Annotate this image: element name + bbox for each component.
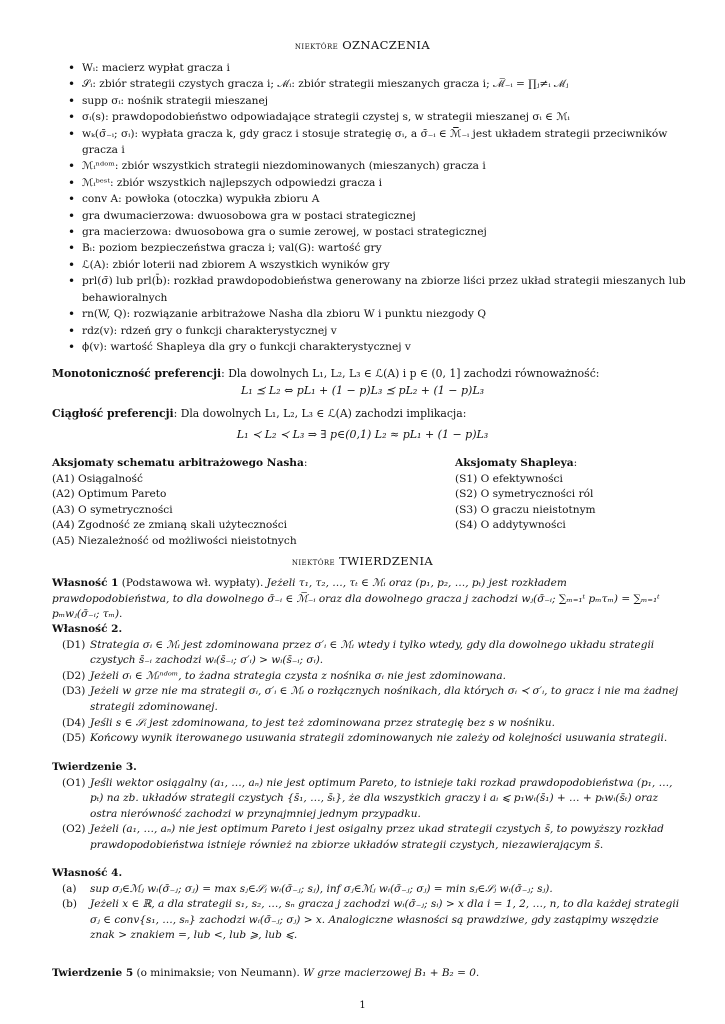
notation-item: • gra dwumacierzowa: dwuosobowa gra w postaci strategicznej — [70, 208, 690, 224]
notation-list — [70, 60, 690, 355]
monotonicity-paragraph — [52, 366, 682, 381]
notation-item: • σᵢ(s): prawdopodobieństwo odpowiadające strategii czystej s, w strategii mieszanej σᵢ ∈ ℳᵢ — [70, 109, 690, 125]
theorems-heading — [0, 554, 725, 568]
continuity-title: Ciągłość preferencji — [52, 407, 174, 420]
notation-item: • supp σᵢ: nośnik strategii mieszanej — [70, 93, 690, 109]
theorem-3-item — [52, 822, 684, 853]
notation-item: • ϕ(v): wartość Shapleya dla gry o funkcji charakterystycznej v — [70, 339, 690, 355]
theorem-3 — [52, 760, 684, 854]
item-text: Końcowy wynik iterowanego usuwania strategii zdominowanych nie zależy od kolejności usuwania strategii. — [90, 732, 668, 745]
notation-item: • Bᵢ: poziom bezpieczeństwa gracza i; val(G): wartość gry — [70, 240, 690, 256]
property-2 — [52, 622, 684, 747]
nash-axioms — [52, 456, 442, 550]
shapley-axiom: (S4) O addytywności — [455, 519, 566, 532]
notation-item: • 𝒮ᵢ: zbiór strategii czystych gracza i; ℳᵢ: zbiór strategii mieszanych gracza i; ℳ̅₋ᵢ = ∏ⱼ≠ᵢ ℳⱼ — [70, 76, 690, 92]
shapley-axioms — [455, 456, 685, 534]
notation-item: • Wᵢ: macierz wypłat gracza i — [70, 60, 690, 76]
item-text: Jeżeli (a₁, …, aₙ) nie jest optimum Pareto i jest osigalny przez ukad strategii czystych s̄, to powyższy rozkład prawdopodobieństwa istnieje również na zbiorze układów strategii czystych, niezawierającym s̄. — [90, 823, 664, 851]
item-label: (D5) — [62, 732, 86, 745]
notation-item: • ℳᵢⁿᵈᵒᵐ: zbiór wszystkich strategii niezdominowanych (mieszanych) gracza i — [70, 158, 690, 174]
property-4 — [52, 866, 684, 944]
theorems-heading-prefix: niektóre — [291, 556, 336, 568]
nash-axiom: (A3) O symetryczności — [52, 503, 173, 516]
shapley-axiom: (S2) O symetryczności ról — [455, 488, 594, 501]
theorem-3-item — [52, 776, 684, 823]
item-text: Jeżeli x ∈ ℝ, a dla strategii s₁, s₂, …, sₙ gracza j zachodzi wᵢ(σ̄₋ⱼ; sᵢ) > x dla i = 1, 2, …, n, to dla każdej strategii σⱼ ∈ conv{s₁, …, sₙ} zachodzi wᵢ(σ̄₋ⱼ; σⱼ) > x. Analogiczne własności są prawdziwe, gdy zastąpimy wszędzie znak > znakiem =, lub <, lub ⩾, lub ⩽. — [90, 898, 680, 942]
monotonicity-title: Monotoniczność preferencji — [52, 367, 222, 380]
notation-heading-prefix: niektóre — [294, 40, 339, 52]
notation-item: • prl(σ̄) lub prl(b̄): rozkład prawdopodobieństwa generowany na zbiorze liści przez układ strategii mieszanych lub behawioralnych — [70, 273, 690, 306]
nash-axioms-colon: : — [303, 457, 308, 469]
nash-axiom: (A2) Optimum Pareto — [52, 488, 167, 501]
item-text: Jeżeli w grze nie ma strategii σᵢ, σ′ᵢ ∈ ℳᵢ o rozłącznych nośnikach, dla których σᵢ ≺ σ′ᵢ, to gracz i nie ma żadnej strategii zdominowanej. — [90, 685, 679, 713]
item-label: (a) — [62, 882, 77, 895]
property-2-item — [52, 638, 684, 669]
property-1-text: Jeżeli τ₁, τ₂, …, τₜ ∈ ℳᵢ oraz (p₁, p₂, …, pₜ) jest rozkładem prawdopodobieństwa, to dla dowolnego σ̄₋ᵢ ∈ ℳ̅₋ᵢ oraz dla dowolnego gracza j zachodzi wⱼ(σ̄₋ᵢ; ∑ₘ₌₁ᵗ pₘτₘ) = ∑ₘ₌₁ᵗ pₘwⱼ(σ̄₋ᵢ; τₘ). — [52, 577, 660, 621]
shapley-axiom: (S1) O efektywności — [455, 472, 563, 485]
nash-axiom: (A5) Niezależność od możliwości nieistotnych — [52, 534, 297, 547]
notation-item: • ℒ(A): zbiór loterii nad zbiorem A wszystkich wyników gry — [70, 257, 690, 273]
shapley-axiom: (S3) O graczu nieistotnym — [455, 503, 596, 516]
property-4-item — [52, 882, 684, 898]
item-text: Jeśli s ∈ 𝒮ᵢ jest zdominowana, to jest też zdominowana przez strategię bez s w nośniku. — [90, 716, 556, 729]
item-text: Strategia σᵢ ∈ ℳᵢ jest zdominowana przez σ′ᵢ ∈ ℳᵢ wtedy i tylko wtedy, gdy dla dowolnego układu strategii czystych s̄₋ᵢ zachodzi wᵢ(s̄₋ᵢ; σ′ᵢ) > wᵢ(s̄₋ᵢ; σᵢ). — [90, 638, 655, 667]
shapley-axioms-title: Aksjomaty Shapleya — [455, 457, 574, 469]
item-label: (O1) — [62, 776, 86, 789]
notation-item: • rn(W, Q): rozwiązanie arbitrażowe Nasha dla zbioru W i punktu niezgody Q — [70, 306, 690, 322]
theorems-heading-text: TWIERDZENIA — [339, 554, 434, 568]
item-label: (D1) — [62, 638, 86, 651]
property-4-item — [52, 897, 684, 944]
page-number: 1 — [359, 1000, 366, 1011]
notation-item: • wₖ(σ̄₋ᵢ; σᵢ): wypłata gracza k, gdy gracz i stosuje strategię σᵢ, a σ̄₋ᵢ ∈ ℳ̅₋ᵢ jest układem strategii przeciwników gracza i — [70, 126, 690, 159]
item-label: (D4) — [62, 716, 86, 729]
property-2-item — [52, 716, 684, 732]
theorem-5-text: W grze macierzowej B₁ + B₂ = 0. — [303, 967, 480, 979]
item-text: sup σⱼ∈ℳⱼ wᵢ(σ̄₋ⱼ; σⱼ) = max sⱼ∈𝒮ⱼ wᵢ(σ̄₋ⱼ; sⱼ), inf σⱼ∈ℳⱼ wᵢ(σ̄₋ⱼ; σⱼ) = min sⱼ∈𝒮ⱼ wᵢ(σ̄₋ⱼ; sⱼ). — [90, 882, 553, 895]
item-label: (D2) — [62, 669, 86, 682]
shapley-axioms-colon: : — [573, 457, 578, 469]
item-label: (D3) — [62, 685, 86, 698]
property-1 — [52, 576, 684, 623]
item-label: (b) — [62, 898, 77, 911]
theorem-3-title: Twierdzenie 3. — [52, 761, 137, 773]
theorem-5-note: (o minimaksie; von Neumann). — [133, 967, 304, 979]
notation-item: • ℳᵢᵇᵉˢᵗ: zbiór wszystkich najlepszych odpowiedzi gracza i — [70, 175, 690, 191]
nash-axiom: (A1) Osiągalność — [52, 472, 143, 485]
item-text: Jeśli wektor osiągalny (a₁, …, aₙ) nie jest optimum Pareto, to istnieje taki rozkad prawdopodobieństwa (p₁, …, pₜ) na zb. układów strategii czystych {s̄₁, …, s̄ₜ}, że dla wszystkich graczy i aᵢ ⩽ p₁wᵢ(s̄₁) + … + pₜwᵢ(s̄ₜ) oraz ostra nierówność zachodzi w przynajmniej jednym przypadku. — [90, 776, 673, 820]
notation-heading — [0, 38, 725, 52]
property-1-note: (Podstawowa wł. wypłaty). — [118, 577, 267, 589]
continuity-text: : Dla dowolnych L₁, L₂, L₃ ∈ ℒ(A) zachodzi implikacja: — [173, 407, 467, 420]
property-2-item — [52, 669, 684, 685]
continuity-paragraph — [52, 406, 682, 421]
item-label: (O2) — [62, 823, 86, 836]
notation-item: • conv A: powłoka (otoczka) wypukła zbioru A — [70, 191, 690, 207]
property-4-title: Własność 4. — [52, 867, 123, 879]
monotonicity-text: : Dla dowolnych L₁, L₂, L₃ ∈ ℒ(A) i p ∈ (0, 1] zachodzi równoważność: — [221, 367, 600, 380]
nash-axiom: (A4) Zgodność ze zmianą skali użyteczności — [52, 519, 288, 532]
theorem-5 — [52, 966, 684, 982]
monotonicity-equation: L₁ ⪯ L₂ ⇔ pL₁ + (1 − p)L₃ ⪯ pL₂ + (1 − p)L₃ — [240, 384, 485, 397]
notation-item: • rdz(v): rdzeń gry o funkcji charakterystycznej v — [70, 323, 690, 339]
notation-item: • gra macierzowa: dwuosobowa gra o sumie zerowej, w postaci strategicznej — [70, 224, 690, 240]
theorem-5-title: Twierdzenie 5 — [52, 967, 134, 979]
property-1-title: Własność 1 — [52, 577, 119, 589]
item-text: Jeżeli σᵢ ∈ ℳᵢⁿᵈᵒᵐ, to żadna strategia czysta z nośnika σᵢ nie jest zdominowana. — [90, 669, 506, 682]
property-2-title: Własność 2. — [52, 623, 123, 635]
continuity-equation: L₁ ≺ L₂ ≺ L₃ ⇒ ∃ p∈(0,1) L₂ ≈ pL₁ + (1 − p)L₃ — [236, 428, 489, 441]
nash-axioms-title: Aksjomaty schematu arbitrażowego Nasha — [52, 457, 304, 469]
property-2-item — [52, 731, 684, 747]
property-2-item — [52, 684, 684, 715]
notation-heading-text: OZNACZENIA — [342, 38, 431, 52]
